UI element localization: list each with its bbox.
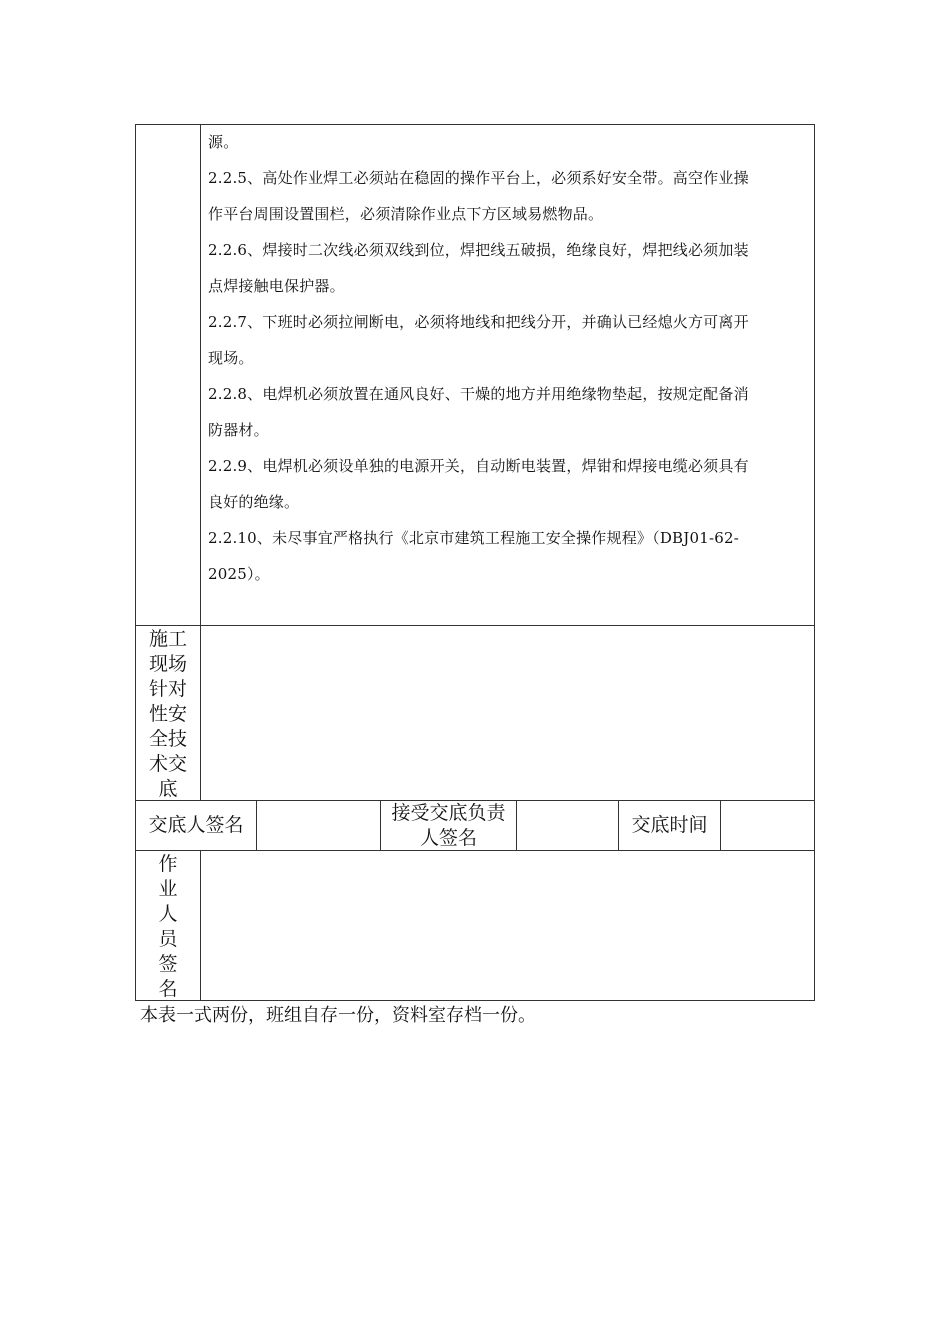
- content-line: 2.2.7、下班时必须拉闸断电，必须将地线和把线分开，并确认已经熄火方可离开: [208, 313, 749, 331]
- content-line: 点焊接触电保护器。: [208, 277, 345, 295]
- label-line: 员: [158, 928, 178, 950]
- discloser-sign-label: 交底人签名: [148, 814, 244, 836]
- content-line: 2.2.10、未尽事宜严格执行《北京市建筑工程施工安全操作规程》（DBJ01-62-: [208, 529, 739, 547]
- content-line: 作平台周围设置围栏，必须清除作业点下方区域易燃物品。: [208, 205, 604, 223]
- content-line: 2025）。: [208, 565, 270, 583]
- discloser-sign-cell[interactable]: [257, 801, 380, 850]
- safety-content: [208, 124, 810, 592]
- content-line: 2.2.8、电焊机必须放置在通风良好、干燥的地方并用绝缘物垫起，按规定配备消: [208, 385, 749, 403]
- site-disclosure-label: [136, 627, 200, 802]
- content-line: 源。: [208, 133, 239, 151]
- footer-note: 本表一式两份，班组自存一份，资料室存档一份。: [140, 1005, 536, 1026]
- label-line: 针对: [148, 678, 187, 700]
- label-line: 人签名: [419, 827, 477, 849]
- label-line: 底: [158, 778, 178, 800]
- label-line: 现场: [148, 653, 187, 675]
- label-line: 全技: [148, 728, 187, 750]
- content-line: 良好的绝缘。: [208, 493, 300, 511]
- content-line: 现场。: [208, 349, 254, 367]
- disclosure-time-cell[interactable]: [721, 801, 814, 850]
- content-line: 2.2.5、高处作业焊工必须站在稳固的操作平台上，必须系好安全带。高空作业操: [208, 169, 749, 187]
- label-line: 接受交底负责: [391, 802, 506, 824]
- label-line: 作: [158, 853, 178, 875]
- site-disclosure-input-cell[interactable]: [201, 626, 814, 800]
- worker-sign-label: [136, 852, 200, 1002]
- worker-sign-cell[interactable]: [201, 851, 814, 1000]
- receiver-sign-label: [381, 801, 516, 851]
- label-line: 性安: [148, 703, 187, 725]
- disclosure-time-label: 交底时间: [631, 814, 708, 836]
- label-line: 名: [158, 978, 178, 1000]
- content-line: 防器材。: [208, 421, 269, 439]
- label-line: 签: [158, 953, 178, 975]
- label-line: 人: [158, 903, 178, 925]
- label-line: 业: [158, 878, 178, 900]
- label-line: 术交: [148, 753, 187, 775]
- receiver-sign-cell[interactable]: [517, 801, 618, 850]
- content-line: 2.2.6、焊接时二次线必须双线到位，焊把线五破损，绝缘良好，焊把线必须加装: [208, 241, 749, 259]
- content-line: 2.2.9、电焊机必须设单独的电源开关，自动断电装置，焊钳和焊接电缆必须具有: [208, 457, 749, 475]
- label-line: 施工: [148, 628, 187, 650]
